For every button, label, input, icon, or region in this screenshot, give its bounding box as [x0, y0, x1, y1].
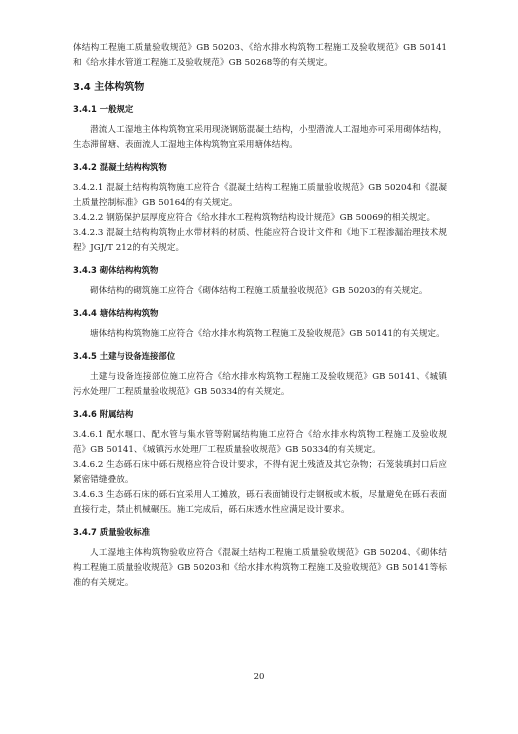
- clause-3-4-5-body: 土建与设备连接部位施工应符合《给水排水构筑物工程施工及验收规范》GB 50141、《城镇污水处理厂工程质量验收规范》GB 50334的有关规定。: [73, 372, 447, 397]
- clause-3-4-5-title: 3.4.5 土建与设备连接部位: [73, 351, 176, 361]
- clause-3-4-3-title: 3.4.3 砌体结构构筑物: [73, 265, 159, 275]
- clause-3-4-6-2: 3.4.6.2 生态砾石床中砾石规格应符合设计要求，不得有泥土残渣及其它杂物；石笼装填封口后应紧密错缝叠放。: [73, 460, 447, 485]
- clause-3-4-1-title: 3.4.1 一般规定: [73, 104, 134, 114]
- clause-3-4-2-2: 3.4.2.2 钢筋保护层厚度应符合《给水排水工程构筑物结构设计规范》GB 50069的相关规定。: [73, 213, 436, 223]
- clause-3-4-1-body: 潜流人工湿地主体构筑物宜采用现浇钢筋混凝土结构，小型潜流人工湿地亦可采用砌体结构，生态滞留塘、表面流人工湿地主体构筑物宜采用塘体结构。: [73, 125, 447, 150]
- clause-3-4-2-3: 3.4.2.3 混凝土结构构筑物止水带材料的材质、性能应符合设计文件和《地下工程渗漏治理技术规程》JGJ/T 212的有关规定。: [73, 228, 447, 253]
- clause-3-4-2-1: 3.4.2.1 混凝土结构构筑物施工应符合《混凝土结构工程施工质量验收规范》GB 50204和《混凝土质量控制标准》GB 50164的有关规定。: [73, 183, 447, 208]
- clause-3-4-3-body: 砌体结构的砌筑施工应符合《砌体结构工程施工质量验收规范》GB 50203的有关规定。: [90, 286, 428, 296]
- clause-3-4-7-body: 人工湿地主体构筑物验收应符合《混凝土结构工程施工质量验收规范》GB 50204、《砌体结构工程施工质量验收规范》GB 50203和《给水排水构筑物工程施工及验收规范》GB 50141等标准的有关规定。: [73, 548, 447, 588]
- page-content: [73, 41, 447, 591]
- clause-3-4-6-title: 3.4.6 附属结构: [73, 409, 134, 419]
- clause-3-4-6-3: 3.4.6.3 生态砾石床的砾石宜采用人工摊放，砾石表面铺设行走钢板或木板，尽量避免在砾石表面直接行走，禁止机械碾压。施工完成后，砾石床透水性应满足设计要求。: [73, 490, 447, 515]
- clause-3-4-7-title: 3.4.7 质量验收标准: [73, 527, 151, 537]
- clause-3-4-4-title: 3.4.4 塘体结构构筑物: [73, 308, 159, 318]
- intro-paragraph: 体结构工程施工质量验收规范》GB 50203、《给水排水构筑物工程施工及验收规范》GB 50141和《给水排水管道工程施工及验收规范》GB 50268等的有关规定。: [73, 43, 447, 68]
- clause-3-4-2-title: 3.4.2 混凝土结构构筑物: [73, 162, 167, 172]
- section-title: 3.4 主体构筑物: [73, 82, 145, 93]
- page-number: 20: [253, 672, 265, 682]
- clause-3-4-6-1: 3.4.6.1 配水堰口、配水管与集水管等附属结构施工应符合《给水排水构筑物工程施工及验收规范》GB 50141、《城镇污水处理厂工程质量验收规范》GB 50334的有关规定。: [73, 430, 447, 455]
- clause-3-4-4-body: 塘体结构构筑物施工应符合《给水排水构筑物工程施工及验收规范》GB 50141的有关规定。: [90, 329, 445, 339]
